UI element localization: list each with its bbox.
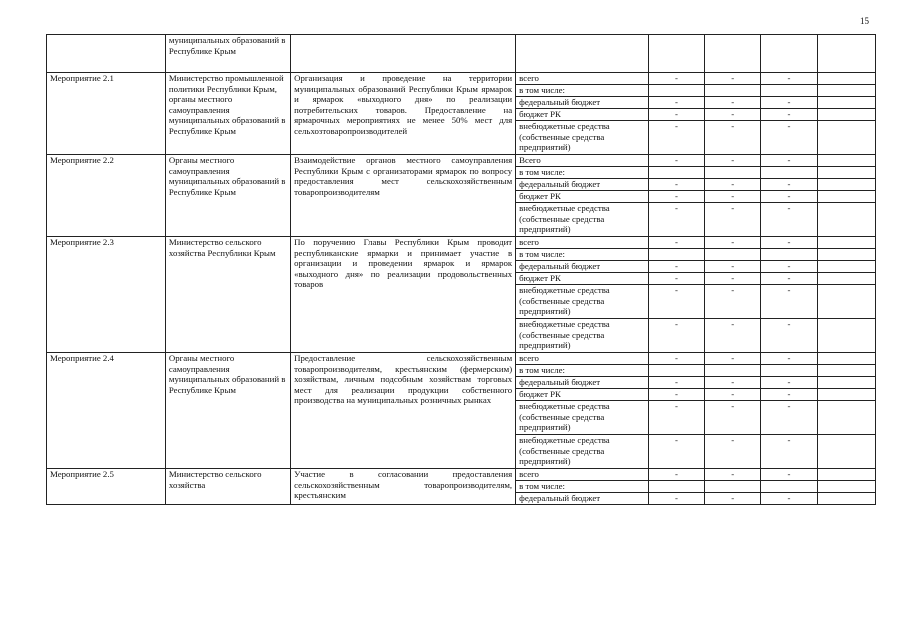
value-cell bbox=[817, 155, 875, 167]
source-cell: всего bbox=[516, 237, 649, 249]
value-cell: - bbox=[705, 353, 761, 365]
value-cell: - bbox=[761, 435, 817, 469]
source-cell: федеральный бюджет bbox=[516, 377, 649, 389]
value-cell: - bbox=[761, 493, 817, 505]
value-cell: - bbox=[761, 319, 817, 353]
event-row bbox=[47, 155, 876, 167]
value-cell: - bbox=[648, 191, 704, 203]
value-cell bbox=[761, 167, 817, 179]
value-cell bbox=[817, 35, 875, 73]
value-cell: - bbox=[761, 179, 817, 191]
program-activities-table bbox=[46, 34, 876, 505]
source-cell: всего bbox=[516, 469, 649, 481]
value-cell bbox=[817, 73, 875, 85]
value-cell bbox=[817, 319, 875, 353]
value-cell bbox=[817, 85, 875, 97]
value-cell: - bbox=[705, 389, 761, 401]
value-cell: - bbox=[705, 469, 761, 481]
source-cell: в том числе: bbox=[516, 249, 649, 261]
responsible-cell: Органы местного самоуправления муниципальных образований в Республике Крым bbox=[165, 155, 290, 237]
value-cell bbox=[817, 353, 875, 365]
responsible-cell: муниципальных образований в Республике Крым bbox=[165, 35, 290, 73]
value-cell bbox=[817, 261, 875, 273]
value-cell: - bbox=[761, 155, 817, 167]
value-cell: - bbox=[705, 73, 761, 85]
value-cell bbox=[761, 481, 817, 493]
source-cell: внебюджетные средства (собственные средства предприятий) bbox=[516, 203, 649, 237]
value-cell bbox=[817, 401, 875, 435]
value-cell bbox=[648, 249, 704, 261]
value-cell: - bbox=[648, 155, 704, 167]
source-cell: в том числе: bbox=[516, 365, 649, 377]
value-cell: - bbox=[705, 435, 761, 469]
value-cell bbox=[817, 469, 875, 481]
value-cell bbox=[648, 481, 704, 493]
value-cell: - bbox=[761, 469, 817, 481]
value-cell bbox=[705, 35, 761, 73]
value-cell: - bbox=[761, 273, 817, 285]
description-cell: Взаимодействие органов местного самоуправления Республики Крым с организаторами ярмарок по вопросу предоставления мест сельскохозяйственным товаропроизводителям bbox=[291, 155, 516, 237]
value-cell: - bbox=[761, 121, 817, 155]
event-id-cell: Мероприятие 2.5 bbox=[47, 469, 166, 505]
source-cell: бюджет РК bbox=[516, 273, 649, 285]
value-cell: - bbox=[705, 377, 761, 389]
event-row bbox=[47, 353, 876, 365]
source-cell: всего bbox=[516, 353, 649, 365]
value-cell: - bbox=[761, 191, 817, 203]
event-row bbox=[47, 73, 876, 85]
source-cell: внебюджетные средства (собственные средства предприятий) bbox=[516, 435, 649, 469]
value-cell bbox=[817, 493, 875, 505]
source-cell: в том числе: bbox=[516, 85, 649, 97]
value-cell bbox=[817, 365, 875, 377]
value-cell: - bbox=[648, 273, 704, 285]
value-cell: - bbox=[705, 155, 761, 167]
value-cell: - bbox=[705, 401, 761, 435]
value-cell bbox=[817, 109, 875, 121]
value-cell: - bbox=[648, 493, 704, 505]
responsible-cell: Министерство промышленной политики Республики Крым, органы местного самоуправления муниципальных образований в Республике Крым bbox=[165, 73, 290, 155]
value-cell: - bbox=[648, 377, 704, 389]
responsible-cell: Органы местного самоуправления муниципальных образований в Республике Крым bbox=[165, 353, 290, 469]
value-cell: - bbox=[648, 261, 704, 273]
value-cell: - bbox=[705, 191, 761, 203]
value-cell: - bbox=[761, 353, 817, 365]
continuation-row bbox=[47, 35, 876, 73]
source-cell: федеральный бюджет bbox=[516, 493, 649, 505]
value-cell: - bbox=[648, 353, 704, 365]
value-cell bbox=[817, 167, 875, 179]
value-cell: - bbox=[761, 203, 817, 237]
value-cell: - bbox=[648, 73, 704, 85]
event-id-cell: Мероприятие 2.3 bbox=[47, 237, 166, 353]
value-cell: - bbox=[705, 179, 761, 191]
value-cell: - bbox=[705, 109, 761, 121]
value-cell: - bbox=[761, 97, 817, 109]
value-cell bbox=[705, 167, 761, 179]
description-cell: Участие в согласовании предоставления сельскохозяйственным товаропроизводителям, крестьянским bbox=[291, 469, 516, 505]
value-cell: - bbox=[761, 73, 817, 85]
description-cell: Предоставление сельскохозяйственным товаропроизводителям, крестьянским (фермерским) хозяйствам, личным подсобным хозяйствам торговых мест для реализации продукции собственного производства на муниципальных розничных рынках bbox=[291, 353, 516, 469]
page-number: 15 bbox=[860, 16, 869, 26]
description-cell: По поручению Главы Республики Крым проводит республиканские ярмарки и принимает участие в организации и проведении ярмарок и ярмарок «выходного дня» по реализации продовольственных товаров bbox=[291, 237, 516, 353]
value-cell bbox=[817, 203, 875, 237]
source-cell: всего bbox=[516, 73, 649, 85]
value-cell bbox=[761, 249, 817, 261]
value-cell: - bbox=[705, 319, 761, 353]
source-cell: внебюджетные средства (собственные средства предприятий) bbox=[516, 285, 649, 319]
value-cell bbox=[648, 365, 704, 377]
value-cell: - bbox=[648, 97, 704, 109]
source-cell: бюджет РК bbox=[516, 389, 649, 401]
value-cell: - bbox=[648, 179, 704, 191]
value-cell bbox=[648, 85, 704, 97]
source-cell: внебюджетные средства (собственные средства предприятий) bbox=[516, 401, 649, 435]
event-row bbox=[47, 237, 876, 249]
source-cell: бюджет РК bbox=[516, 191, 649, 203]
value-cell: - bbox=[648, 401, 704, 435]
value-cell bbox=[817, 249, 875, 261]
value-cell: - bbox=[705, 97, 761, 109]
event-id-cell: Мероприятие 2.1 bbox=[47, 73, 166, 155]
value-cell bbox=[817, 481, 875, 493]
value-cell bbox=[705, 365, 761, 377]
value-cell bbox=[817, 237, 875, 249]
value-cell: - bbox=[648, 237, 704, 249]
value-cell: - bbox=[761, 109, 817, 121]
value-cell: - bbox=[761, 285, 817, 319]
description-cell bbox=[291, 35, 516, 73]
value-cell: - bbox=[705, 203, 761, 237]
source-cell bbox=[516, 35, 649, 73]
value-cell bbox=[648, 35, 704, 73]
value-cell bbox=[817, 179, 875, 191]
value-cell bbox=[761, 85, 817, 97]
value-cell: - bbox=[705, 285, 761, 319]
value-cell: - bbox=[705, 493, 761, 505]
source-cell: в том числе: bbox=[516, 481, 649, 493]
value-cell: - bbox=[648, 319, 704, 353]
value-cell: - bbox=[648, 469, 704, 481]
value-cell bbox=[761, 365, 817, 377]
value-cell: - bbox=[761, 237, 817, 249]
source-cell: бюджет РК bbox=[516, 109, 649, 121]
event-id-cell: Мероприятие 2.2 bbox=[47, 155, 166, 237]
value-cell: - bbox=[648, 121, 704, 155]
value-cell: - bbox=[761, 389, 817, 401]
value-cell bbox=[817, 435, 875, 469]
source-cell: федеральный бюджет bbox=[516, 179, 649, 191]
value-cell bbox=[817, 121, 875, 155]
value-cell: - bbox=[705, 121, 761, 155]
value-cell: - bbox=[705, 261, 761, 273]
value-cell bbox=[817, 97, 875, 109]
value-cell: - bbox=[648, 203, 704, 237]
event-row bbox=[47, 469, 876, 481]
value-cell: - bbox=[761, 261, 817, 273]
source-cell: внебюджетные средства (собственные средства предприятий) bbox=[516, 121, 649, 155]
value-cell bbox=[817, 191, 875, 203]
source-cell: в том числе: bbox=[516, 167, 649, 179]
value-cell bbox=[705, 249, 761, 261]
value-cell bbox=[705, 481, 761, 493]
responsible-cell: Министерство сельского хозяйства Республики Крым bbox=[165, 237, 290, 353]
value-cell: - bbox=[648, 389, 704, 401]
source-cell: федеральный бюджет bbox=[516, 97, 649, 109]
value-cell bbox=[817, 273, 875, 285]
value-cell: - bbox=[761, 401, 817, 435]
value-cell bbox=[761, 35, 817, 73]
event-id-cell bbox=[47, 35, 166, 73]
value-cell: - bbox=[705, 237, 761, 249]
value-cell bbox=[705, 85, 761, 97]
description-cell: Организация и проведение на территории муниципальных образований Республики Крым ярмарок и ярмарок «выходного дня» по реализации потребительских товаров. Предоставление на ярмарочных мероприятиях не менее 50% мест для сельхозтоваропроизводителей bbox=[291, 73, 516, 155]
value-cell: - bbox=[705, 273, 761, 285]
value-cell bbox=[648, 167, 704, 179]
value-cell bbox=[817, 285, 875, 319]
value-cell: - bbox=[648, 435, 704, 469]
value-cell: - bbox=[648, 285, 704, 319]
source-cell: внебюджетные средства (собственные средства предприятий) bbox=[516, 319, 649, 353]
value-cell: - bbox=[761, 377, 817, 389]
responsible-cell: Министерство сельского хозяйства bbox=[165, 469, 290, 505]
event-id-cell: Мероприятие 2.4 bbox=[47, 353, 166, 469]
source-cell: федеральный бюджет bbox=[516, 261, 649, 273]
value-cell bbox=[817, 377, 875, 389]
source-cell: Всего bbox=[516, 155, 649, 167]
value-cell: - bbox=[648, 109, 704, 121]
value-cell bbox=[817, 389, 875, 401]
